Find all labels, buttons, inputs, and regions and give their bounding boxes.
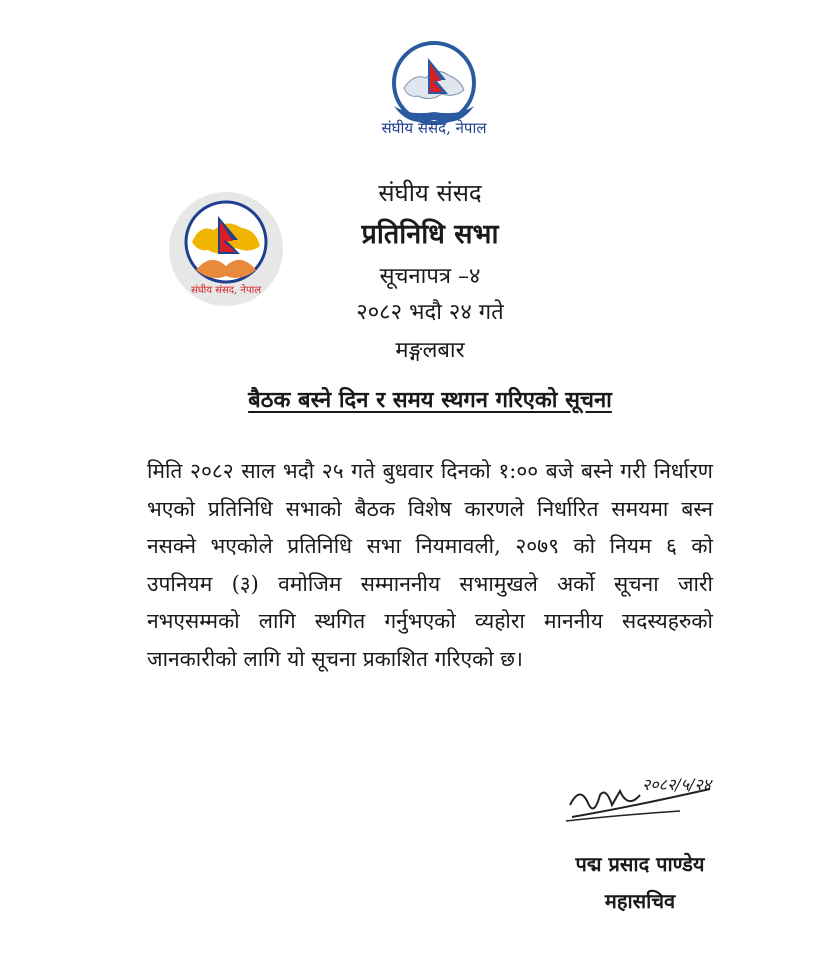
emblem-icon <box>364 28 504 158</box>
emblem-label: संघीय संसद, नेपाल <box>381 119 487 137</box>
parliament-emblem-top <box>364 28 504 158</box>
notice-subject: बैठक बस्ने दिन र समय स्थगन गरिएको सूचना <box>248 387 612 413</box>
institution-name: संघीय संसद <box>378 179 482 207</box>
notice-weekday: मङ्गलबार <box>395 338 465 363</box>
parliament-emblem-side <box>166 190 286 308</box>
notice-body: मिति २०८२ साल भदौ २५ गते बुधवार दिनको १:०० बजे बस्ने गरी निर्धारण भएको प्रतिनिधि सभाको बैठक विशेष कारणले निर्धारित समयमा बस्न नसक्ने भएकोले प्रतिनिधि सभा नियमावली, २०७९ को नियम ६ को उपनियम (३) वमोजिम सम्माननीय सभामुखले अर्को सूचना जारी नभएसम्मको लागि स्थगित गर्नुभएको व्यहोरा माननीय सदस्यहरुको जानकारीको लागि यो सूचना प्रकाशित गरिएको छ। <box>147 459 713 671</box>
notice-number: सूचनापत्र –४ <box>379 264 481 289</box>
signer-title: महासचिव <box>604 889 676 913</box>
signature-date: २०८२/५/२४ <box>642 775 712 794</box>
house-name: प्रतिनिधि सभा <box>361 219 499 250</box>
side-emblem-label: संघीय संसद, नेपाल <box>190 285 262 296</box>
signer-name: पद्म प्रसाद पाण्डेय <box>575 852 705 876</box>
signature <box>560 765 730 835</box>
notice-date: २०८२ भदौ २४ गते <box>356 300 504 325</box>
